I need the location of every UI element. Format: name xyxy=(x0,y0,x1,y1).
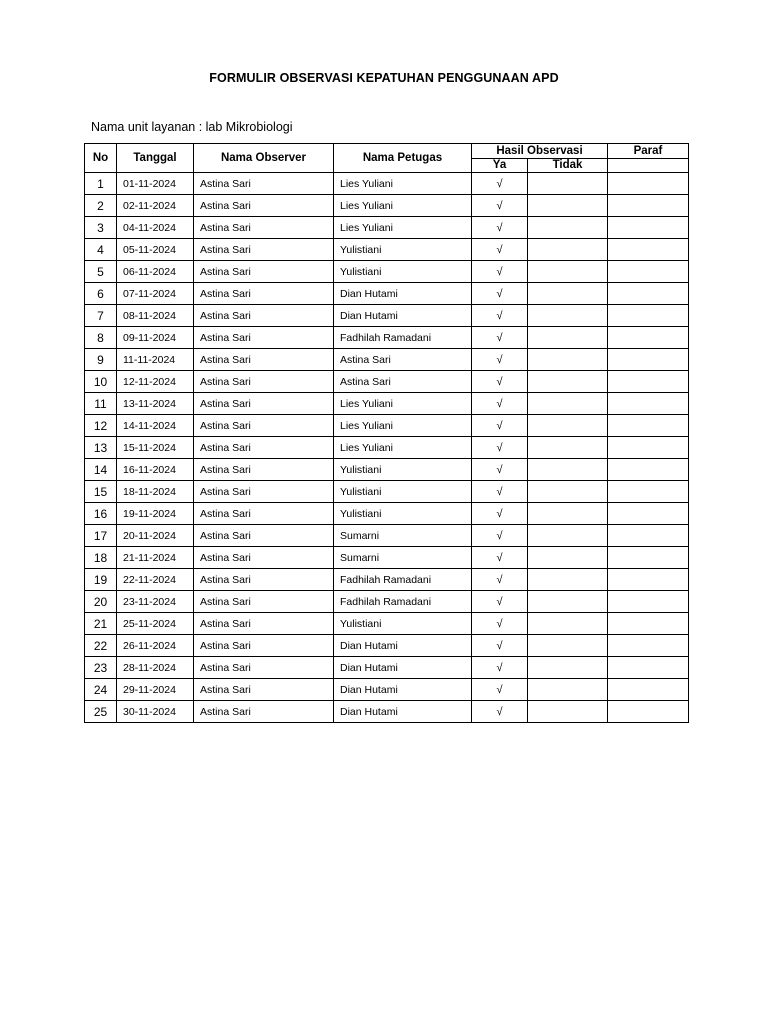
row-paraf xyxy=(608,261,689,283)
row-tanggal: 01-11-2024 xyxy=(117,173,194,195)
row-no: 22 xyxy=(85,635,117,657)
row-tidak xyxy=(528,217,608,239)
header-nama-observer: Nama Observer xyxy=(194,144,334,173)
row-petugas: Dian Hutami xyxy=(334,283,472,305)
row-no: 10 xyxy=(85,371,117,393)
row-paraf xyxy=(608,239,689,261)
row-ya-check: √ xyxy=(472,635,528,657)
row-ya-check: √ xyxy=(472,349,528,371)
row-observer: Astina Sari xyxy=(194,679,334,701)
row-tanggal: 14-11-2024 xyxy=(117,415,194,437)
row-petugas: Lies Yuliani xyxy=(334,195,472,217)
table-row xyxy=(85,327,689,349)
row-petugas: Lies Yuliani xyxy=(334,217,472,239)
row-tanggal: 29-11-2024 xyxy=(117,679,194,701)
row-petugas: Yulistiani xyxy=(334,261,472,283)
table-row xyxy=(85,547,689,569)
row-paraf xyxy=(608,371,689,393)
row-paraf xyxy=(608,459,689,481)
row-tidak xyxy=(528,371,608,393)
row-ya-check: √ xyxy=(472,701,528,723)
row-observer: Astina Sari xyxy=(194,459,334,481)
row-petugas: Yulistiani xyxy=(334,503,472,525)
row-paraf xyxy=(608,635,689,657)
row-tidak xyxy=(528,635,608,657)
row-observer: Astina Sari xyxy=(194,327,334,349)
row-petugas: Sumarni xyxy=(334,525,472,547)
row-observer: Astina Sari xyxy=(194,481,334,503)
row-observer: Astina Sari xyxy=(194,547,334,569)
row-tanggal: 25-11-2024 xyxy=(117,613,194,635)
row-no: 16 xyxy=(85,503,117,525)
table-row xyxy=(85,481,689,503)
row-ya-check: √ xyxy=(472,415,528,437)
row-observer: Astina Sari xyxy=(194,437,334,459)
row-no: 8 xyxy=(85,327,117,349)
header-tidak: Tidak xyxy=(528,159,608,173)
row-petugas: Lies Yuliani xyxy=(334,393,472,415)
row-tanggal: 04-11-2024 xyxy=(117,217,194,239)
row-paraf xyxy=(608,283,689,305)
row-petugas: Astina Sari xyxy=(334,371,472,393)
row-petugas: Fadhilah Ramadani xyxy=(334,327,472,349)
row-ya-check: √ xyxy=(472,195,528,217)
row-ya-check: √ xyxy=(472,591,528,613)
row-ya-check: √ xyxy=(472,261,528,283)
row-ya-check: √ xyxy=(472,459,528,481)
row-no: 2 xyxy=(85,195,117,217)
row-no: 24 xyxy=(85,679,117,701)
row-no: 18 xyxy=(85,547,117,569)
row-paraf xyxy=(608,393,689,415)
row-paraf xyxy=(608,173,689,195)
table-row xyxy=(85,217,689,239)
row-tidak xyxy=(528,459,608,481)
row-ya-check: √ xyxy=(472,305,528,327)
row-tidak xyxy=(528,261,608,283)
row-paraf xyxy=(608,217,689,239)
row-tidak xyxy=(528,503,608,525)
row-no: 11 xyxy=(85,393,117,415)
table-row xyxy=(85,657,689,679)
row-petugas: Lies Yuliani xyxy=(334,437,472,459)
row-tidak xyxy=(528,657,608,679)
row-ya-check: √ xyxy=(472,327,528,349)
row-paraf xyxy=(608,701,689,723)
row-no: 19 xyxy=(85,569,117,591)
row-tanggal: 28-11-2024 xyxy=(117,657,194,679)
table-body xyxy=(85,173,689,723)
row-ya-check: √ xyxy=(472,371,528,393)
header-hasil-observasi: Hasil Observasi xyxy=(472,144,608,159)
row-paraf xyxy=(608,415,689,437)
row-ya-check: √ xyxy=(472,217,528,239)
row-petugas: Dian Hutami xyxy=(334,701,472,723)
row-tidak xyxy=(528,547,608,569)
row-no: 21 xyxy=(85,613,117,635)
row-observer: Astina Sari xyxy=(194,349,334,371)
row-observer: Astina Sari xyxy=(194,173,334,195)
table-row xyxy=(85,459,689,481)
row-petugas: Yulistiani xyxy=(334,459,472,481)
row-observer: Astina Sari xyxy=(194,217,334,239)
row-tidak xyxy=(528,173,608,195)
row-paraf xyxy=(608,481,689,503)
row-tidak xyxy=(528,569,608,591)
row-petugas: Fadhilah Ramadani xyxy=(334,569,472,591)
table-row xyxy=(85,371,689,393)
row-tidak xyxy=(528,525,608,547)
row-observer: Astina Sari xyxy=(194,305,334,327)
row-tanggal: 09-11-2024 xyxy=(117,327,194,349)
row-tidak xyxy=(528,349,608,371)
row-observer: Astina Sari xyxy=(194,415,334,437)
table-row xyxy=(85,613,689,635)
row-tidak xyxy=(528,283,608,305)
table-row xyxy=(85,173,689,195)
row-paraf xyxy=(608,437,689,459)
row-observer: Astina Sari xyxy=(194,591,334,613)
row-tanggal: 21-11-2024 xyxy=(117,547,194,569)
row-petugas: Astina Sari xyxy=(334,349,472,371)
row-no: 23 xyxy=(85,657,117,679)
row-no: 4 xyxy=(85,239,117,261)
row-ya-check: √ xyxy=(472,437,528,459)
table-row xyxy=(85,393,689,415)
row-observer: Astina Sari xyxy=(194,657,334,679)
row-tidak xyxy=(528,327,608,349)
row-no: 1 xyxy=(85,173,117,195)
row-petugas: Fadhilah Ramadani xyxy=(334,591,472,613)
row-ya-check: √ xyxy=(472,657,528,679)
table-row xyxy=(85,679,689,701)
row-no: 7 xyxy=(85,305,117,327)
row-tanggal: 26-11-2024 xyxy=(117,635,194,657)
row-ya-check: √ xyxy=(472,481,528,503)
row-ya-check: √ xyxy=(472,173,528,195)
row-observer: Astina Sari xyxy=(194,569,334,591)
table-row xyxy=(85,525,689,547)
table-row xyxy=(85,635,689,657)
row-tanggal: 16-11-2024 xyxy=(117,459,194,481)
row-tanggal: 08-11-2024 xyxy=(117,305,194,327)
row-tanggal: 13-11-2024 xyxy=(117,393,194,415)
row-ya-check: √ xyxy=(472,393,528,415)
table-row xyxy=(85,261,689,283)
table-row xyxy=(85,701,689,723)
table-row xyxy=(85,305,689,327)
row-ya-check: √ xyxy=(472,525,528,547)
row-tanggal: 11-11-2024 xyxy=(117,349,194,371)
row-tanggal: 02-11-2024 xyxy=(117,195,194,217)
observation-table xyxy=(84,143,689,723)
row-petugas: Yulistiani xyxy=(334,481,472,503)
row-paraf xyxy=(608,305,689,327)
table-row xyxy=(85,283,689,305)
row-no: 3 xyxy=(85,217,117,239)
row-petugas: Lies Yuliani xyxy=(334,415,472,437)
row-paraf xyxy=(608,591,689,613)
row-ya-check: √ xyxy=(472,613,528,635)
row-tidak xyxy=(528,437,608,459)
row-paraf xyxy=(608,679,689,701)
row-no: 13 xyxy=(85,437,117,459)
row-petugas: Yulistiani xyxy=(334,239,472,261)
row-tanggal: 30-11-2024 xyxy=(117,701,194,723)
row-observer: Astina Sari xyxy=(194,195,334,217)
row-tanggal: 19-11-2024 xyxy=(117,503,194,525)
header-paraf: Paraf xyxy=(608,144,689,159)
row-no: 9 xyxy=(85,349,117,371)
row-petugas: Sumarni xyxy=(334,547,472,569)
row-tidak xyxy=(528,415,608,437)
row-petugas: Dian Hutami xyxy=(334,657,472,679)
row-ya-check: √ xyxy=(472,283,528,305)
row-no: 25 xyxy=(85,701,117,723)
row-petugas: Dian Hutami xyxy=(334,305,472,327)
row-petugas: Dian Hutami xyxy=(334,635,472,657)
row-tanggal: 15-11-2024 xyxy=(117,437,194,459)
row-observer: Astina Sari xyxy=(194,393,334,415)
row-no: 14 xyxy=(85,459,117,481)
row-paraf xyxy=(608,525,689,547)
row-tanggal: 05-11-2024 xyxy=(117,239,194,261)
table-row xyxy=(85,415,689,437)
row-tidak xyxy=(528,613,608,635)
unit-line: Nama unit layanan : lab Mikrobiologi xyxy=(91,120,293,134)
row-ya-check: √ xyxy=(472,679,528,701)
row-petugas: Lies Yuliani xyxy=(334,173,472,195)
row-observer: Astina Sari xyxy=(194,283,334,305)
row-paraf xyxy=(608,349,689,371)
row-observer: Astina Sari xyxy=(194,613,334,635)
table-row xyxy=(85,195,689,217)
row-tidak xyxy=(528,481,608,503)
row-no: 6 xyxy=(85,283,117,305)
row-paraf xyxy=(608,613,689,635)
row-no: 17 xyxy=(85,525,117,547)
row-tidak xyxy=(528,239,608,261)
row-tanggal: 06-11-2024 xyxy=(117,261,194,283)
table-row xyxy=(85,437,689,459)
row-paraf xyxy=(608,547,689,569)
row-tanggal: 22-11-2024 xyxy=(117,569,194,591)
row-no: 15 xyxy=(85,481,117,503)
row-observer: Astina Sari xyxy=(194,701,334,723)
row-observer: Astina Sari xyxy=(194,261,334,283)
row-petugas: Yulistiani xyxy=(334,613,472,635)
header-no: No xyxy=(85,144,117,173)
row-observer: Astina Sari xyxy=(194,371,334,393)
header-tanggal: Tanggal xyxy=(117,144,194,173)
header-ya: Ya xyxy=(472,159,528,173)
table-row xyxy=(85,503,689,525)
row-paraf xyxy=(608,503,689,525)
row-tanggal: 20-11-2024 xyxy=(117,525,194,547)
row-tanggal: 07-11-2024 xyxy=(117,283,194,305)
table-row xyxy=(85,569,689,591)
table-row xyxy=(85,591,689,613)
row-no: 12 xyxy=(85,415,117,437)
header-paraf-blank xyxy=(608,159,689,173)
row-observer: Astina Sari xyxy=(194,239,334,261)
row-observer: Astina Sari xyxy=(194,525,334,547)
row-tidak xyxy=(528,305,608,327)
row-petugas: Dian Hutami xyxy=(334,679,472,701)
row-tidak xyxy=(528,701,608,723)
row-tidak xyxy=(528,679,608,701)
row-tidak xyxy=(528,393,608,415)
form-title: FORMULIR OBSERVASI KEPATUHAN PENGGUNAAN APD xyxy=(209,71,559,85)
row-ya-check: √ xyxy=(472,569,528,591)
row-ya-check: √ xyxy=(472,547,528,569)
row-paraf xyxy=(608,327,689,349)
row-tanggal: 12-11-2024 xyxy=(117,371,194,393)
row-tidak xyxy=(528,195,608,217)
row-tanggal: 18-11-2024 xyxy=(117,481,194,503)
row-observer: Astina Sari xyxy=(194,635,334,657)
row-no: 20 xyxy=(85,591,117,613)
row-tidak xyxy=(528,591,608,613)
row-paraf xyxy=(608,195,689,217)
row-ya-check: √ xyxy=(472,239,528,261)
table-row xyxy=(85,239,689,261)
row-tanggal: 23-11-2024 xyxy=(117,591,194,613)
row-paraf xyxy=(608,569,689,591)
row-observer: Astina Sari xyxy=(194,503,334,525)
table-row xyxy=(85,349,689,371)
row-paraf xyxy=(608,657,689,679)
row-no: 5 xyxy=(85,261,117,283)
header-nama-petugas: Nama Petugas xyxy=(334,144,472,173)
row-ya-check: √ xyxy=(472,503,528,525)
